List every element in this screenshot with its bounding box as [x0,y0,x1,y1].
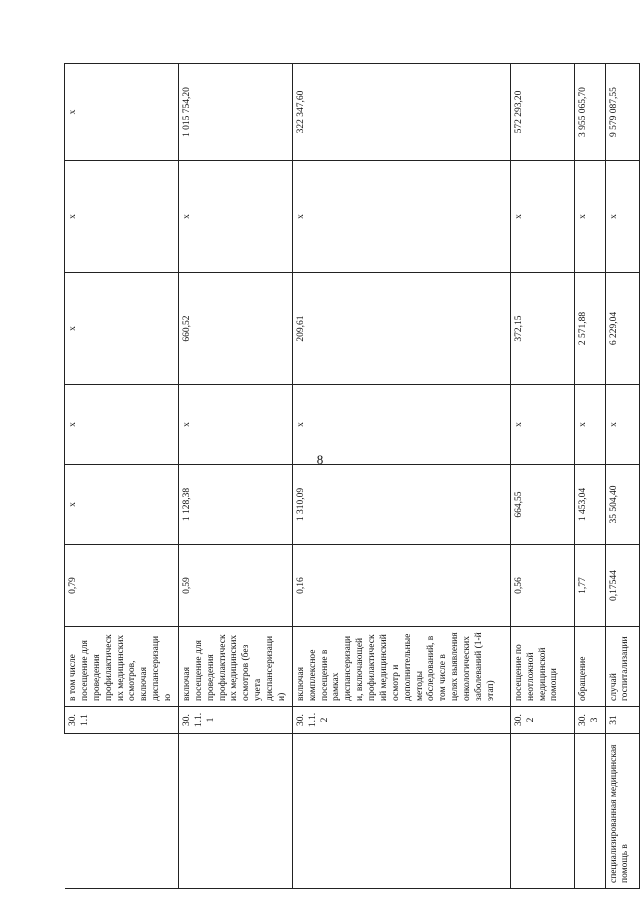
section-cell [510,734,574,889]
table-row [292,64,510,889]
cell-col6: 3 955 065,70 [574,64,605,161]
cell-cost: 664,55 [510,465,574,545]
row-code: 30.1.1.2 [292,707,510,734]
row-name: обращение [574,627,605,707]
cell-col4: 660,52 [178,273,292,385]
cell-col6: 1 015 754,20 [178,64,292,161]
cell-col3: х [605,385,639,465]
table-row [178,64,292,889]
cell-col4: 2 571,88 [574,273,605,385]
cell-col3: х [178,385,292,465]
cell-col3: х [292,385,510,465]
cell-col5: х [65,161,179,273]
cell-col6: х [65,64,179,161]
cell-cost: 35 504,40 [605,465,639,545]
cell-col4: 6 229,04 [605,273,639,385]
cell-col6: 322 347,60 [292,64,510,161]
table-row [574,64,605,889]
row-code: 30.2 [510,707,574,734]
cell-col5: х [510,161,574,273]
row-name: включая посещение для проведения профилактических медицинских осмотров (без учета диспансеризации) [178,627,292,707]
row-name: включая комплексное посещение в рамках диспансеризации, включающей профилактический медицинский осмотр и дополнительные методы обследований, в том числе в целях выявления онкологических заболеваний (1-й этап) [292,627,510,707]
cell-col3: х [510,385,574,465]
row-name: посещение по неотложной медицинской помощи [510,627,574,707]
row-code: 31 [605,707,639,734]
section-cell [178,734,292,889]
row-name: случай госпитализации [605,627,639,707]
table-row [510,64,574,889]
cell-cost: х [65,465,179,545]
cell-cost: 1 310,09 [292,465,510,545]
row-name: в том числе посещение для проведения профилактических медицинских осмотров, включая диспансеризацию [65,627,179,707]
row-code: 30.1.1 [65,707,179,734]
section-cell [292,734,510,889]
cell-col4: х [65,273,179,385]
cell-col6: 572 293,20 [510,64,574,161]
table-row [65,64,179,889]
cell-cost: 1 453,04 [574,465,605,545]
cell-col4: 209,61 [292,273,510,385]
rotated-table-container [64,64,631,889]
cell-norm: 0,56 [510,545,574,627]
section-cell [574,734,605,889]
cell-col3: х [65,385,179,465]
section-cell [65,734,179,889]
table-row [605,64,639,889]
cell-col4: 372,15 [510,273,574,385]
cell-col6: 9 579 087,55 [605,64,639,161]
cell-norm: 1,77 [574,545,605,627]
cell-cost: 1 128,38 [178,465,292,545]
cell-col5: х [292,161,510,273]
page-number: 8 [316,452,324,467]
cell-col5: х [178,161,292,273]
cell-norm: 0,17544 [605,545,639,627]
cell-norm: 0,16 [292,545,510,627]
row-code: 30.3 [574,707,605,734]
cell-col5: х [605,161,639,273]
cell-col3: х [574,385,605,465]
cell-norm: 0,79 [65,545,179,627]
row-code: 30.1.1.1 [178,707,292,734]
cell-col5: х [574,161,605,273]
section-label: специализированная медицинская помощь в [605,734,639,889]
data-table [64,63,640,889]
cell-norm: 0,59 [178,545,292,627]
